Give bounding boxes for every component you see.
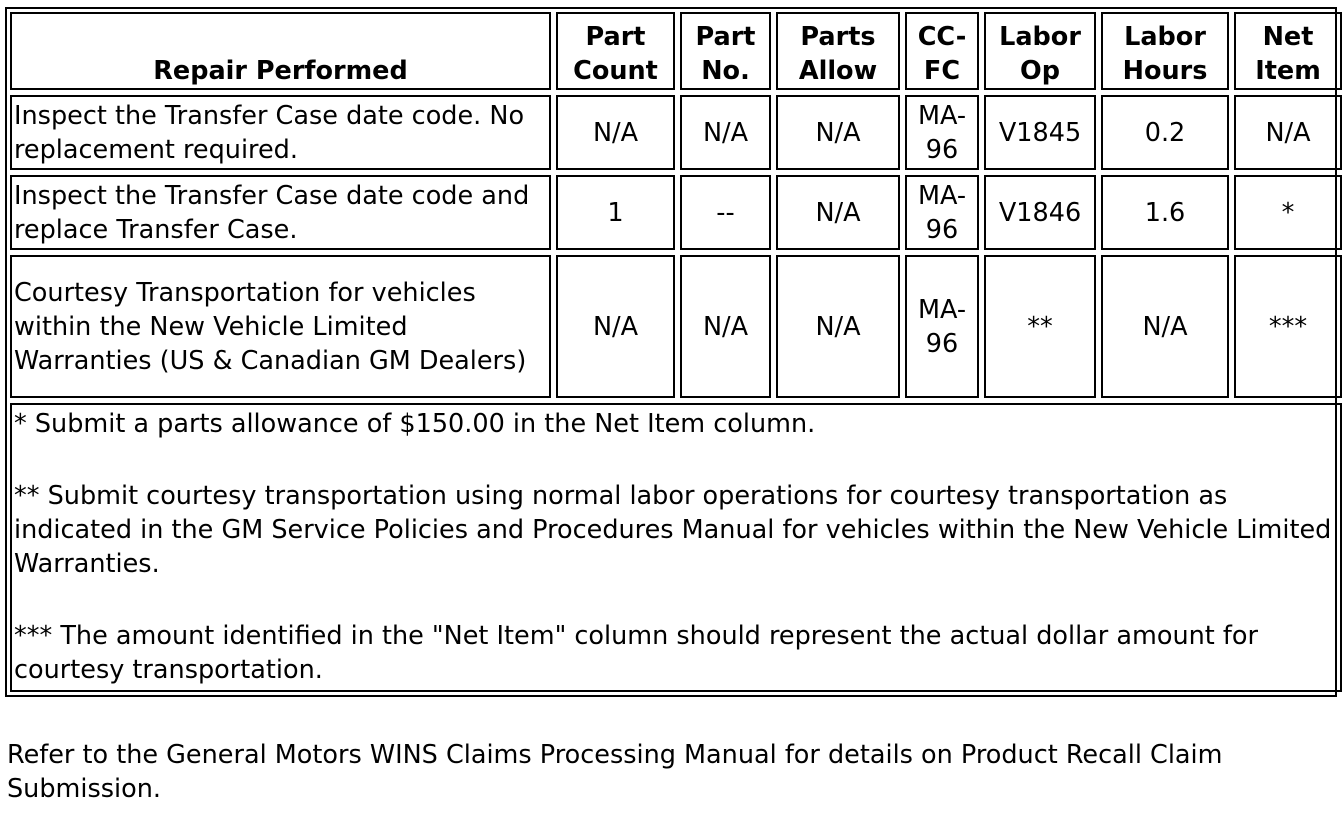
notes-row xyxy=(10,403,1342,692)
cell-part-count: N/A xyxy=(556,255,675,398)
header-net-item: Net Item xyxy=(1234,12,1342,90)
cell-repair: Inspect the Transfer Case date code. No replacement required. xyxy=(10,95,551,170)
claim-table-frame xyxy=(5,7,1337,697)
cell-cc-fc: MA-96 xyxy=(905,175,979,250)
cell-parts-allow: N/A xyxy=(776,175,900,250)
cell-labor-hours: 1.6 xyxy=(1101,175,1229,250)
cell-part-count: 1 xyxy=(556,175,675,250)
cell-parts-allow: N/A xyxy=(776,95,900,170)
cell-net-item: N/A xyxy=(1234,95,1342,170)
cell-repair: Courtesy Transportation for vehicles within the New Vehicle Limited Warranties (US & Canadian GM Dealers) xyxy=(10,255,551,398)
claims-manual-reference: Refer to the General Motors WINS Claims Processing Manual for details on Product Recall Claim Submission. xyxy=(7,740,1223,804)
cell-net-item: *** xyxy=(1234,255,1342,398)
cell-repair: Inspect the Transfer Case date code and replace Transfer Case. xyxy=(10,175,551,250)
cell-labor-hours: N/A xyxy=(1101,255,1229,398)
header-repair-performed: Repair Performed xyxy=(10,12,551,90)
header-labor-op: Labor Op xyxy=(984,12,1096,90)
cell-labor-hours: 0.2 xyxy=(1101,95,1229,170)
footnotes-cell xyxy=(10,403,1342,692)
header-labor-hours: Labor Hours xyxy=(1101,12,1229,90)
table-header-row xyxy=(10,12,1342,90)
note-spacer xyxy=(14,441,1338,479)
header-parts-allow: Parts Allow xyxy=(776,12,900,90)
cell-labor-op: V1846 xyxy=(984,175,1096,250)
footnote-single-asterisk: * Submit a parts allowance of $150.00 in the Net Item column. xyxy=(14,409,816,439)
cell-net-item: * xyxy=(1234,175,1342,250)
cell-part-no: N/A xyxy=(680,95,771,170)
cell-parts-allow: N/A xyxy=(776,255,900,398)
cell-cc-fc: MA-96 xyxy=(905,255,979,398)
cell-part-count: N/A xyxy=(556,95,675,170)
cell-cc-fc: MA-96 xyxy=(905,95,979,170)
labor-operation-table xyxy=(5,7,1344,697)
header-part-count: Part Count xyxy=(556,12,675,90)
note-spacer xyxy=(14,581,1338,619)
table-row xyxy=(10,175,1342,250)
header-cc-fc: CC-FC xyxy=(905,12,979,90)
cell-part-no: -- xyxy=(680,175,771,250)
table-row xyxy=(10,255,1342,398)
header-part-no: Part No. xyxy=(680,12,771,90)
cell-labor-op: ** xyxy=(984,255,1096,398)
table-row xyxy=(10,95,1342,170)
cell-labor-op: V1845 xyxy=(984,95,1096,170)
footnote-double-asterisk: ** Submit courtesy transportation using normal labor operations for courtesy transportation as indicated in the GM Service Policies and Procedures Manual for vehicles within the New Vehicle Limited Warranties. xyxy=(14,481,1332,579)
footnote-triple-asterisk: *** The amount identified in the "Net Item" column should represent the actual dollar amount for courtesy transportation. xyxy=(14,621,1258,685)
cell-part-no: N/A xyxy=(680,255,771,398)
